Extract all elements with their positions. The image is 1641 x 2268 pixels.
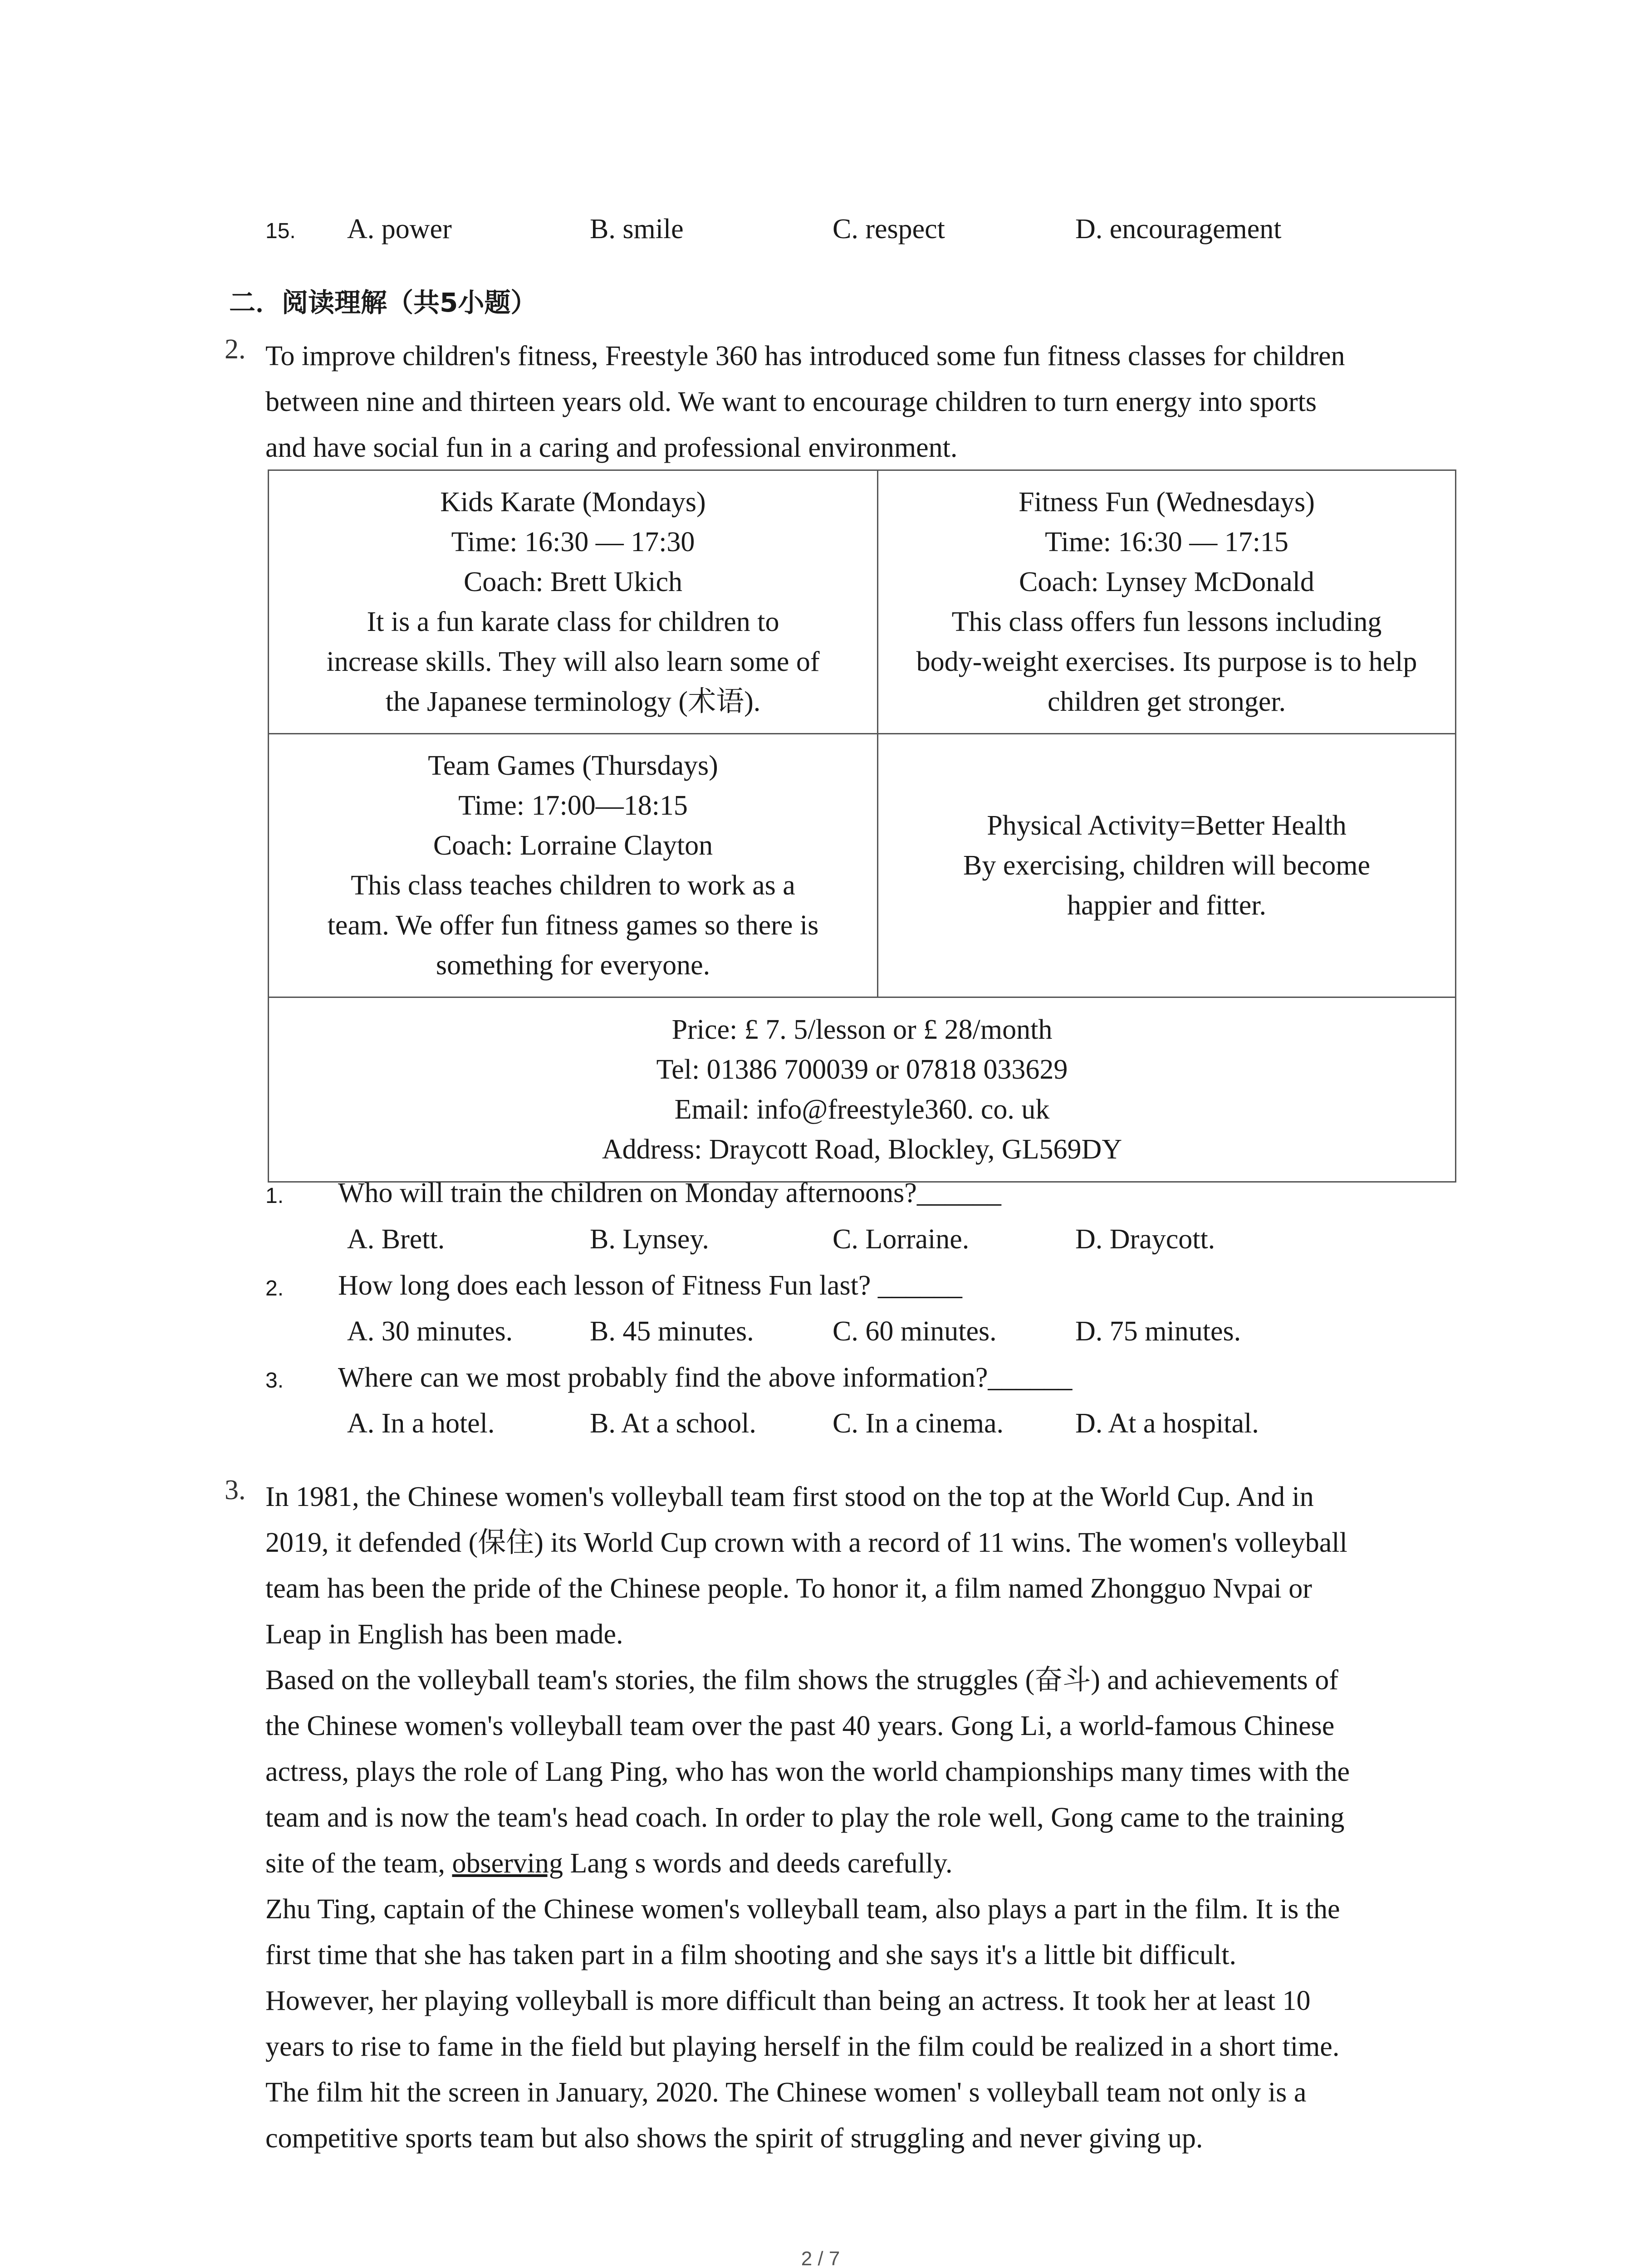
passage-number: 2.	[225, 334, 246, 365]
class-coach: Coach: Lynsey McDonald	[1019, 567, 1314, 597]
sub-question-text: How long does each lesson of Fitness Fun last? ______	[338, 1270, 962, 1301]
question-number: 15.	[265, 219, 296, 243]
class-time: Time: 17:00—18:15	[458, 790, 688, 821]
passage-line: Based on the volleyball team's stories, the film shows the struggles (奋斗) and achievements of	[265, 1665, 1338, 1696]
option-a: A. Brett.	[347, 1224, 445, 1255]
passage-line: However, her playing volleyball is more difficult than being an actress. It took her at least 10	[265, 1985, 1311, 2016]
passage-line	[265, 1841, 1472, 1887]
intro-line: To improve children's fitness, Freestyle 360 has introduced some fun fitness classes for children	[265, 341, 1345, 371]
intro-line: between nine and thirteen years old. We want to encourage children to turn energy into sports	[265, 386, 1317, 417]
passage-line: years to rise to fame in the field but playing herself in the film could be realized in a short time.	[265, 2031, 1340, 2062]
sub-question-number: 2.	[265, 1276, 284, 1300]
passage-line: actress, plays the role of Lang Ping, who has won the world championships many times with the	[265, 1756, 1350, 1787]
question-15-options	[265, 213, 1445, 259]
telephone: Tel: 01386 700039 or 07818 033629	[656, 1054, 1068, 1085]
class-title: Kids Karate (Mondays)	[440, 487, 706, 518]
section-heading: 二．阅读理解（共5小题）	[229, 287, 537, 318]
sub-question-3-options	[265, 1408, 1490, 1453]
page-number: 2 / 7	[801, 2248, 840, 2268]
class-description: body-weight exercises. Its purpose is to help	[916, 646, 1417, 677]
option-b: B. 45 minutes.	[590, 1316, 754, 1347]
health-text: By exercising, children will become	[963, 850, 1370, 881]
option-a: A. In a hotel.	[347, 1408, 495, 1439]
option-d: D. Draycott.	[1075, 1224, 1215, 1255]
option-c: C. 60 minutes.	[833, 1316, 997, 1347]
class-coach: Coach: Brett Ukich	[463, 567, 683, 597]
fitness-fun-cell	[878, 470, 1456, 734]
passage-line: Leap in English has been made.	[265, 1619, 623, 1650]
class-time: Time: 16:30 — 17:15	[1045, 527, 1288, 557]
passage-2-intro	[265, 333, 1472, 471]
passage-line: The film hit the screen in January, 2020. The Chinese women' s volleyball team not only is a	[265, 2077, 1307, 2108]
class-title: Fitness Fun (Wednesdays)	[1019, 487, 1315, 518]
option-c: C. respect	[833, 214, 945, 244]
contact-cell	[269, 997, 1456, 1182]
price: Price: £ 7. 5/lesson or £ 28/month	[671, 1014, 1053, 1045]
option-b: B. smile	[590, 214, 684, 244]
passage-number: 3.	[225, 1475, 246, 1505]
class-description: It is a fun karate class for children to	[367, 606, 779, 637]
address: Address: Draycott Road, Blockley, GL569DY	[602, 1134, 1122, 1165]
option-d: D. At a hospital.	[1075, 1408, 1259, 1439]
passage-line: team has been the pride of the Chinese people. To honor it, a film named Zhongguo Nvpai or	[265, 1573, 1312, 1604]
class-time: Time: 16:30 — 17:30	[451, 527, 695, 557]
sub-question-2-options	[265, 1315, 1490, 1361]
passage-line: first time that she has taken part in a film shooting and she says it's a little bit difficult.	[265, 1940, 1237, 1970]
option-c: C. Lorraine.	[833, 1224, 970, 1255]
class-description: This class offers fun lessons including	[951, 606, 1382, 637]
passage-line: 2019, it defended (保住) its World Cup crown with a record of 11 wins. The women's volleyball	[265, 1527, 1347, 1558]
passage-line: the Chinese women's volleyball team over the past 40 years. Gong Li, a world-famous Chinese	[265, 1711, 1335, 1741]
underlined-word: observing	[452, 1848, 563, 1879]
sub-question-2	[265, 1270, 1490, 1315]
class-description: team. We offer fun fitness games so there is	[327, 910, 819, 941]
passage-line: In 1981, the Chinese women's volleyball team first stood on the top at the World Cup. And in	[265, 1481, 1314, 1512]
option-a: A. 30 minutes.	[347, 1316, 513, 1347]
passage-3-text	[265, 1474, 1472, 2161]
class-description: increase skills. They will also learn some of	[326, 646, 820, 677]
option-a: A. power	[347, 214, 452, 244]
kids-karate-cell	[269, 470, 878, 734]
passage-line: team and is now the team's head coach. In order to play the role well, Gong came to the training	[265, 1802, 1345, 1833]
sub-question-text: Who will train the children on Monday afternoons?______	[338, 1178, 1001, 1208]
sub-question-1	[265, 1177, 1490, 1222]
option-b: B. At a school.	[590, 1408, 756, 1439]
health-title: Physical Activity=Better Health	[987, 810, 1347, 841]
option-d: D. encouragement	[1075, 214, 1282, 244]
class-coach: Coach: Lorraine Clayton	[433, 830, 713, 861]
team-games-cell	[269, 734, 878, 997]
sub-question-number: 3.	[265, 1369, 284, 1393]
class-description: the Japanese terminology (术语).	[385, 686, 761, 717]
option-d: D. 75 minutes.	[1075, 1316, 1241, 1347]
class-title: Team Games (Thursdays)	[428, 750, 718, 781]
sub-question-number: 1.	[265, 1184, 284, 1208]
option-c: C. In a cinema.	[833, 1408, 1004, 1439]
health-text: happier and fitter.	[1067, 890, 1266, 921]
sub-question-text: Where can we most probably find the above information?______	[338, 1362, 1073, 1393]
fitness-classes-table	[268, 469, 1456, 1183]
passage-line: Zhu Ting, captain of the Chinese women's volleyball team, also plays a part in the film. It is the	[265, 1894, 1340, 1925]
health-cell	[878, 734, 1456, 997]
email: Email: info@freestyle360. co. uk	[674, 1094, 1050, 1125]
intro-line: and have social fun in a caring and professional environment.	[265, 432, 958, 463]
option-b: B. Lynsey.	[590, 1224, 709, 1255]
sub-question-3	[265, 1362, 1490, 1407]
class-description: children get stronger.	[1047, 686, 1286, 717]
sub-question-1-options	[265, 1223, 1490, 1269]
line-text: Lang s words and deeds carefully.	[563, 1848, 953, 1879]
class-description: something for everyone.	[436, 950, 710, 981]
passage-line: competitive sports team but also shows the spirit of struggling and never giving up.	[265, 2123, 1203, 2154]
class-description: This class teaches children to work as a	[351, 870, 795, 901]
line-text: site of the team,	[265, 1848, 452, 1879]
